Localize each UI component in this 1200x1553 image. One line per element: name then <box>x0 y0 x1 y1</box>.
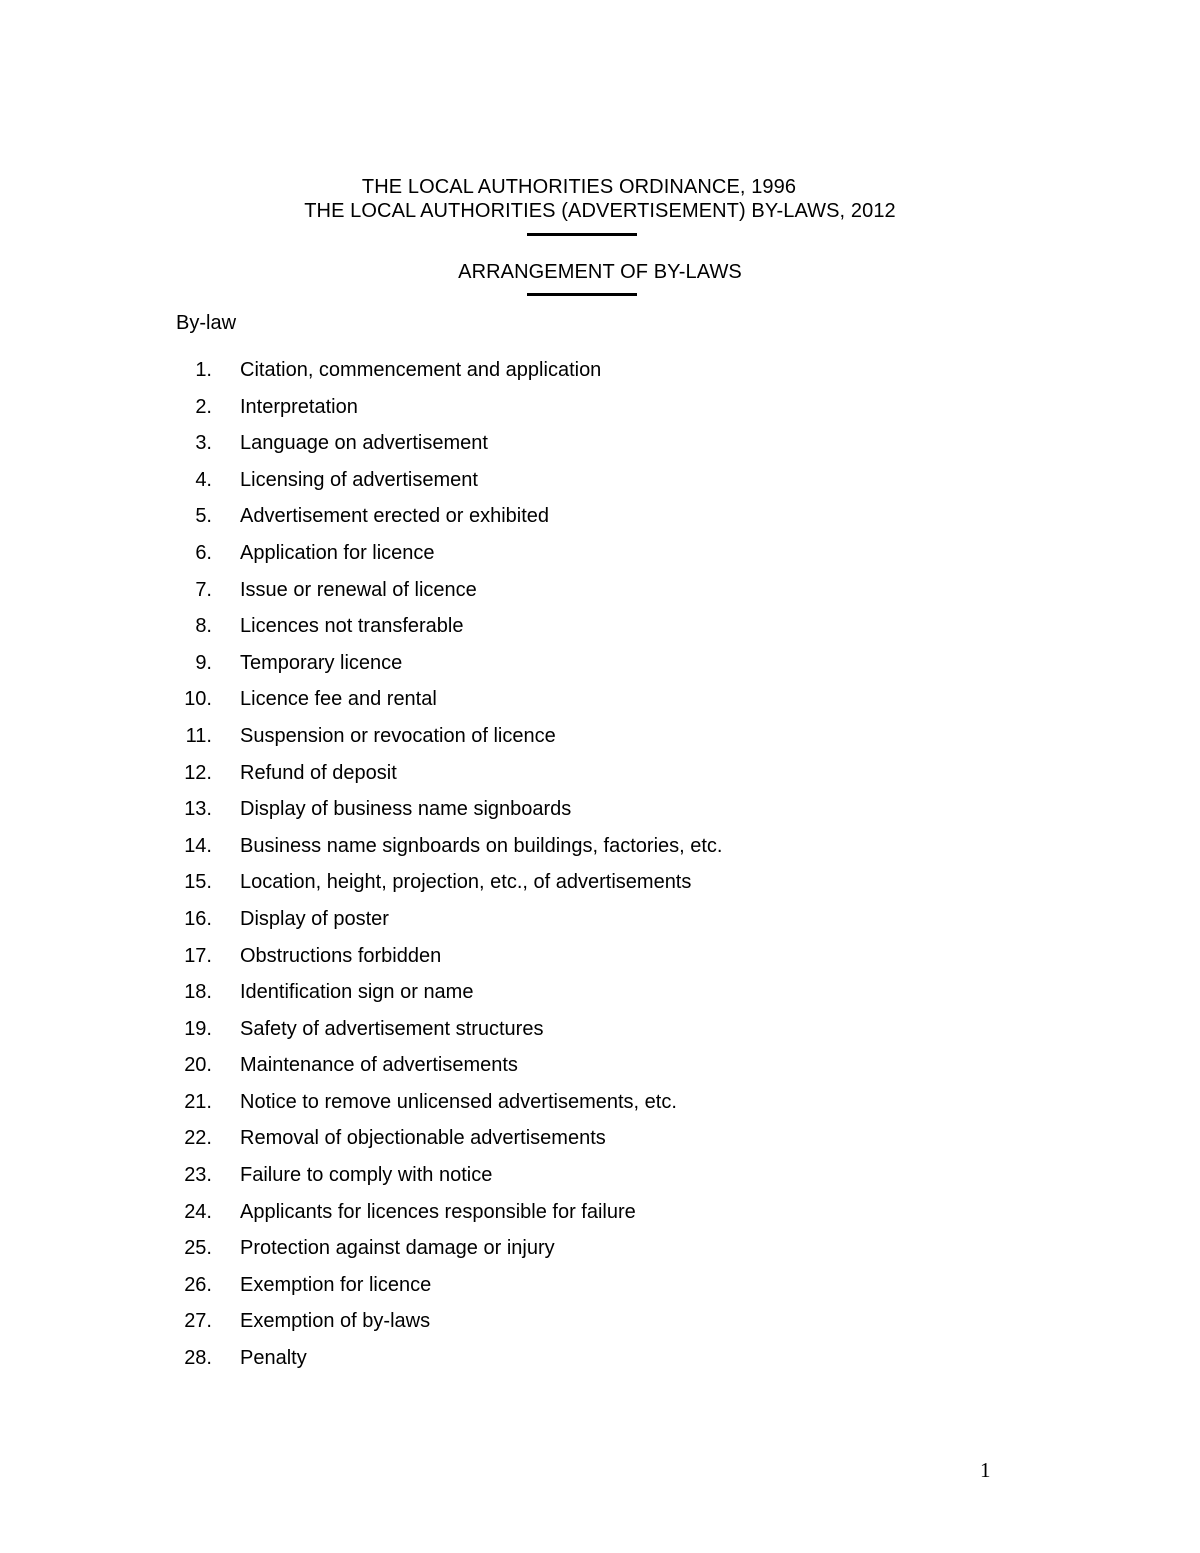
bylaw-number: 12. <box>184 761 212 784</box>
bylaw-title: Failure to comply with notice <box>240 1164 493 1187</box>
bylaw-title: Application for licence <box>240 541 435 564</box>
bylaw-title: Display of business name signboards <box>240 798 572 821</box>
bylaw-number: 15. <box>184 871 212 894</box>
bylaw-title: Licence fee and rental <box>240 688 437 711</box>
bylaw-number: 3. <box>195 432 212 455</box>
bylaw-number: 23. <box>184 1164 212 1187</box>
bylaw-title: Exemption of by-laws <box>240 1310 431 1333</box>
bylaw-title: Citation, commencement and application <box>240 359 602 381</box>
bylaw-title: Language on advertisement <box>240 432 488 455</box>
bylaw-number: 11. <box>185 724 212 747</box>
bylaw-title: Location, height, projection, etc., of advertisements <box>240 871 692 894</box>
bylaws-title: THE LOCAL AUTHORITIES (ADVERTISEMENT) BY-LAWS, 2012 <box>304 200 896 222</box>
bylaw-title: Business name signboards on buildings, factories, etc. <box>240 834 723 857</box>
bylaw-title: Maintenance of advertisements <box>240 1054 518 1077</box>
bylaw-number: 2. <box>195 395 212 418</box>
bylaw-title: Applicants for licences responsible for failure <box>240 1200 636 1223</box>
title-divider <box>527 233 637 236</box>
bylaw-title: Obstructions forbidden <box>240 944 442 967</box>
bylaw-number: 27. <box>184 1310 212 1333</box>
bylaw-number: 17. <box>184 944 212 967</box>
bylaw-column-label: By-law <box>176 312 237 334</box>
bylaw-number: 10. <box>184 688 212 711</box>
bylaw-title: Identification sign or name <box>240 981 474 1004</box>
ordinance-title: THE LOCAL AUTHORITIES ORDINANCE, 1996 <box>361 176 797 198</box>
bylaw-number: 24. <box>184 1200 212 1223</box>
bylaw-title: Issue or renewal of licence <box>240 578 477 601</box>
arrangement-divider <box>527 293 637 296</box>
bylaw-number: 5. <box>195 505 212 528</box>
bylaw-title: Notice to remove unlicensed advertisements, etc. <box>240 1090 677 1113</box>
bylaw-number: 18. <box>184 981 212 1004</box>
bylaw-title: Protection against damage or injury <box>240 1237 555 1260</box>
page-number: 1 <box>980 1458 991 1482</box>
bylaw-title: Display of poster <box>240 907 389 930</box>
bylaw-title: Licensing of advertisement <box>240 468 478 491</box>
bylaw-title: Temporary licence <box>240 651 403 674</box>
bylaw-number: 1. <box>195 359 212 381</box>
bylaw-number: 13. <box>184 798 212 821</box>
bylaw-title: Safety of advertisement structures <box>240 1017 544 1040</box>
bylaw-number: 16. <box>184 907 212 930</box>
bylaw-number: 8. <box>195 615 212 638</box>
bylaw-title: Removal of objectionable advertisements <box>240 1127 606 1150</box>
bylaw-number: 26. <box>184 1273 212 1296</box>
bylaw-number: 4. <box>195 468 212 491</box>
bylaw-number: 6. <box>195 541 212 564</box>
bylaw-number: 22. <box>184 1127 212 1150</box>
arrangement-heading: ARRANGEMENT OF BY-LAWS <box>458 261 742 283</box>
bylaw-number: 20. <box>184 1054 212 1077</box>
bylaw-number: 19. <box>184 1017 212 1040</box>
bylaw-title: Exemption for licence <box>240 1273 432 1296</box>
bylaw-title: Suspension or revocation of licence <box>240 724 556 747</box>
bylaw-title: Refund of deposit <box>240 761 397 784</box>
bylaw-number: 21. <box>184 1090 212 1113</box>
bylaw-title: Licences not transferable <box>240 615 464 638</box>
bylaw-title: Advertisement erected or exhibited <box>240 505 550 528</box>
bylaw-number: 9. <box>195 651 212 674</box>
bylaw-title: Interpretation <box>240 395 358 418</box>
bylaw-number: 25. <box>184 1237 212 1260</box>
bylaw-number: 7. <box>195 578 212 601</box>
bylaw-number: 28. <box>184 1347 212 1370</box>
bylaw-title: Penalty <box>240 1347 307 1370</box>
bylaw-number: 14. <box>184 834 212 857</box>
